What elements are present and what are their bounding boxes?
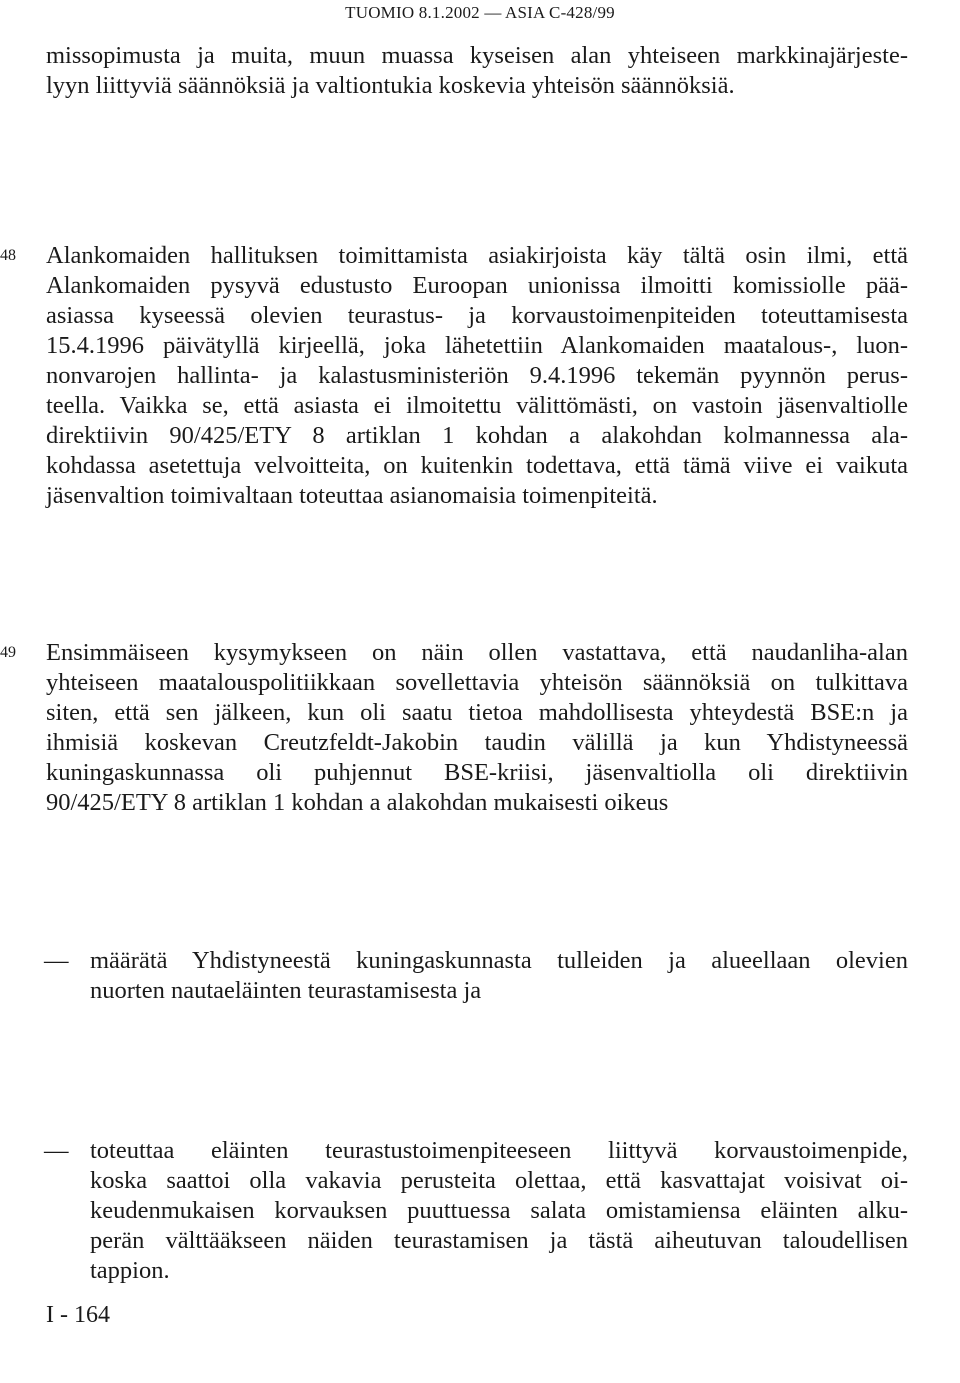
page-number: I - 164 — [46, 1302, 110, 1328]
paragraph-line: yhteiseen maatalouspolitiikkaan sovellettavia yhteisön säännöksiä on tulkittava — [46, 669, 908, 696]
intro-line: missopimusta ja muita, muun muassa kyseisen alan yhteiseen markkinajärjeste- — [46, 42, 908, 69]
page-header: TUOMIO 8.1.2002 — ASIA C-428/99 — [345, 3, 615, 22]
bullet-line: perän välttääkseen näiden teurastamisen ja tästä aiheutuvan taloudellisen — [90, 1227, 908, 1254]
bullet-line: toteuttaa eläinten teurastustoimenpiteeseen liittyvä korvaustoimenpide, — [90, 1137, 908, 1164]
paragraph-line: kuningaskunnassa oli puhjennut BSE-kriisi, jäsenvaltiolla oli direktiivin — [46, 759, 908, 786]
paragraph-line: asiassa kyseessä olevien teurastus- ja korvaustoimenpiteiden toteuttamisesta — [46, 302, 908, 329]
dash-bullet: — — [44, 947, 69, 974]
paragraph-line: direktiivin 90/425/ETY 8 artiklan 1 kohdan a alakohdan kolmannessa ala- — [46, 422, 908, 449]
bullet-line: määrätä Yhdistyneestä kuningaskunnasta tulleiden ja alueellaan olevien — [90, 947, 908, 974]
bullet-line: nuorten nautaeläinten teurastamisesta ja — [90, 977, 482, 1004]
paragraph-line: teella. Vaikka se, että asiasta ei ilmoitettu välittömästi, on vastoin jäsenvaltiolle — [46, 392, 908, 419]
paragraph-line: 90/425/ETY 8 artiklan 1 kohdan a alakohdan mukaisesti oikeus — [46, 789, 669, 816]
dash-bullet: — — [44, 1137, 69, 1164]
paragraph-line: nonvarojen hallinta- ja kalastusministeriön 9.4.1996 tekemän pyynnön perus- — [46, 362, 908, 389]
paragraph-number: 48 — [0, 247, 16, 264]
paragraph-line: Ensimmäiseen kysymykseen on näin ollen vastattava, että naudanliha-alan — [46, 639, 908, 666]
bullet-line: koska saattoi olla vakavia perusteita olettaa, että kasvattajat voisivat oi- — [90, 1167, 908, 1194]
bullet-line: keudenmukaisen korvauksen puuttuessa salata omistamiensa eläinten alku- — [90, 1197, 908, 1224]
paragraph-line: kohdassa asetettuja velvoitteita, on kuitenkin todettava, että tämä viive ei vaikuta — [46, 452, 908, 479]
paragraph-line: ihmisiä koskevan Creutzfeldt-Jakobin taudin välillä ja kun Yhdistyneessä — [46, 729, 908, 756]
paragraph-line: Alankomaiden pysyvä edustusto Euroopan unionissa ilmoitti komissiolle pää- — [46, 272, 908, 299]
paragraph-number: 49 — [0, 644, 16, 661]
paragraph-line: Alankomaiden hallituksen toimittamista asiakirjoista käy tältä osin ilmi, että — [46, 242, 908, 269]
bullet-line: tappion. — [90, 1257, 170, 1284]
paragraph-line: 15.4.1996 päivätyllä kirjeellä, joka lähetettiin Alankomaiden maatalous-, luon- — [46, 332, 908, 359]
paragraph-line: siten, että sen jälkeen, kun oli saatu tietoa mahdollisesta yhteydestä BSE:n ja — [46, 699, 908, 726]
intro-line: lyyn liittyviä säännöksiä ja valtiontukia koskevia yhteisön säännöksiä. — [46, 72, 735, 99]
paragraph-line: jäsenvaltion toimivaltaan toteuttaa asianomaisia toimenpiteitä. — [46, 482, 658, 509]
